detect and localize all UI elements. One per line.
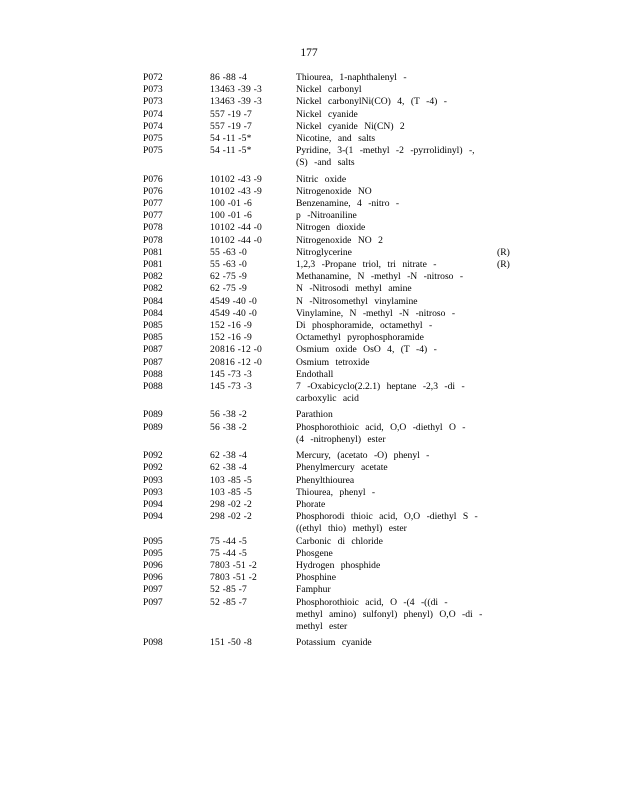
cas-number: 7803 -51 -2 xyxy=(210,559,257,571)
table-row xyxy=(0,72,618,84)
table-row xyxy=(0,235,618,247)
waste-code: P078 xyxy=(143,234,163,246)
table-row xyxy=(0,344,618,356)
cas-number: 4549 -40 -0 xyxy=(210,295,257,307)
cas-number: 55 -63 -0 xyxy=(210,246,247,258)
waste-code: P094 xyxy=(143,498,163,510)
table-row xyxy=(0,422,618,446)
cas-number: 56 -38 -2 xyxy=(210,421,247,433)
table-row xyxy=(0,462,618,474)
waste-code: P095 xyxy=(143,547,163,559)
table-row xyxy=(0,259,618,271)
waste-code: P081 xyxy=(143,259,163,271)
cas-number: 13463 -39 -3 xyxy=(210,96,262,108)
cas-number: 62 -38 -4 xyxy=(210,450,247,462)
cas-number: 298 -02 -2 xyxy=(210,511,252,523)
table-row xyxy=(0,133,618,145)
page-number: 177 xyxy=(300,47,318,59)
waste-code: P085 xyxy=(143,332,163,344)
substance-name: Parathion xyxy=(296,409,333,421)
table-row xyxy=(0,308,618,320)
waste-code: P094 xyxy=(143,511,163,523)
waste-code: P074 xyxy=(143,120,163,132)
substance-name: N -Nitrosodi methyl amine xyxy=(296,283,412,295)
table-row xyxy=(0,560,618,572)
substance-name: N -Nitrosomethyl vinylamine xyxy=(296,295,418,307)
substance-name: Phenylmercury acetate xyxy=(296,462,388,474)
cas-number: 62 -75 -9 xyxy=(210,283,247,295)
substance-name: Nicotine, and salts xyxy=(296,133,376,145)
substance-name: Mercury, (acetato -O) phenyl - xyxy=(296,450,430,462)
waste-code: P084 xyxy=(143,307,163,319)
cas-number: 298 -02 -2 xyxy=(210,498,252,510)
table-row xyxy=(0,186,618,198)
substance-name: Thiourea, phenyl - xyxy=(296,486,376,498)
substance-name: Osmium oxide OsO 4, (T -4) - xyxy=(296,344,437,356)
cas-number: 62 -75 -9 xyxy=(210,271,247,283)
waste-code: P075 xyxy=(143,133,163,145)
cas-number: 557 -19 -7 xyxy=(210,120,252,132)
waste-code: P097 xyxy=(143,596,163,608)
substance-name: Nickel carbonyl xyxy=(296,84,362,96)
waste-code: P074 xyxy=(143,108,163,120)
table-row xyxy=(0,409,618,421)
waste-code: P076 xyxy=(143,185,163,197)
cas-number: 55 -63 -0 xyxy=(210,259,247,271)
table-row xyxy=(0,247,618,259)
table-row xyxy=(0,597,618,634)
table-row xyxy=(0,487,618,499)
substance-name: Di phosphoramide, octamethyl - xyxy=(296,320,433,332)
table-row xyxy=(0,145,618,169)
table-row xyxy=(0,381,618,405)
waste-code: P084 xyxy=(143,295,163,307)
cas-number: 152 -16 -9 xyxy=(210,332,252,344)
waste-code: P093 xyxy=(143,474,163,486)
table-row xyxy=(0,222,618,234)
cas-number: 56 -38 -2 xyxy=(210,409,247,421)
substance-name: Nickel cyanide Ni(CN) 2 xyxy=(296,120,405,132)
waste-code: P081 xyxy=(143,246,163,258)
cas-number: 7803 -51 -2 xyxy=(210,572,257,584)
table-row xyxy=(0,198,618,210)
cas-number: 54 -11 -5* xyxy=(210,145,252,157)
cas-number: 75 -44 -5 xyxy=(210,547,247,559)
waste-code: P082 xyxy=(143,283,163,295)
waste-code: P097 xyxy=(143,584,163,596)
table-row xyxy=(0,210,618,222)
cas-number: 557 -19 -7 xyxy=(210,108,252,120)
table-row xyxy=(0,572,618,584)
reactivity-flag: (R) xyxy=(497,246,510,258)
table-row xyxy=(0,109,618,121)
substance-name: Thiourea, 1-naphthalenyl - xyxy=(296,72,407,83)
cas-number: 145 -73 -3 xyxy=(210,381,252,393)
cas-number: 75 -44 -5 xyxy=(210,535,247,547)
substance-name: Vinylamine, N -methyl -N -nitroso - xyxy=(296,307,456,319)
waste-code: P088 xyxy=(143,368,163,380)
substance-name: ((ethyl thio) methyl) ester xyxy=(296,523,407,535)
substance-name: Nitrogenoxide NO xyxy=(296,185,372,197)
waste-code: P075 xyxy=(143,145,163,157)
substance-name: Phosphine xyxy=(296,572,336,584)
reactivity-flag: (R) xyxy=(497,259,510,271)
waste-code: P073 xyxy=(143,96,163,108)
table-row xyxy=(0,283,618,295)
substance-name: p -Nitroaniline xyxy=(296,210,357,222)
cas-number: 151 -50 -8 xyxy=(210,637,252,649)
waste-code: P076 xyxy=(143,173,163,185)
table-row xyxy=(0,121,618,133)
cas-number: 52 -85 -7 xyxy=(210,584,247,596)
cas-number: 54 -11 -5* xyxy=(210,133,252,145)
substance-name: Pyridine, 3-(1 -methyl -2 -pyrrolidinyl) -, xyxy=(296,145,475,157)
waste-code: P087 xyxy=(143,356,163,368)
waste-code: P096 xyxy=(143,572,163,584)
cas-number: 86 -88 -4 xyxy=(210,72,247,83)
table-row xyxy=(0,536,618,548)
waste-code: P092 xyxy=(143,450,163,462)
table-row xyxy=(0,357,618,369)
cas-number: 10102 -43 -9 xyxy=(210,185,262,197)
waste-code: P089 xyxy=(143,421,163,433)
table-row xyxy=(0,84,618,96)
substance-name: Phorate xyxy=(296,498,326,510)
table-row xyxy=(0,511,618,535)
substance-name: methyl amino) sulfonyl) phenyl) O,O -di - xyxy=(296,608,483,620)
cas-number: 4549 -40 -0 xyxy=(210,307,257,319)
table-row xyxy=(0,174,618,186)
substance-name: carboxylic acid xyxy=(296,393,359,405)
substance-name: Phosgene xyxy=(296,547,333,559)
waste-code: P087 xyxy=(143,344,163,356)
cas-number: 145 -73 -3 xyxy=(210,368,252,380)
substance-name: Benzenamine, 4 -nitro - xyxy=(296,198,400,210)
waste-code: P098 xyxy=(143,637,163,649)
cas-number: 20816 -12 -0 xyxy=(210,344,262,356)
cas-number: 62 -38 -4 xyxy=(210,462,247,474)
cas-number: 152 -16 -9 xyxy=(210,320,252,332)
cas-number: 103 -85 -5 xyxy=(210,474,252,486)
waste-code: P092 xyxy=(143,462,163,474)
substance-name: Octamethyl pyrophosphoramide xyxy=(296,332,424,344)
substance-name: Potassium cyanide xyxy=(296,637,372,649)
cas-number: 10102 -44 -0 xyxy=(210,234,262,246)
substance-name: Nitroglycerine xyxy=(296,246,352,258)
cas-number: 10102 -43 -9 xyxy=(210,173,262,185)
waste-code: P073 xyxy=(143,84,163,96)
table-row xyxy=(0,548,618,560)
table-row xyxy=(0,499,618,511)
cas-number: 13463 -39 -3 xyxy=(210,84,262,96)
substance-name: Phosphorothioic acid, O -(4 -((di - xyxy=(296,596,448,608)
substance-name: Osmium tetroxide xyxy=(296,356,370,368)
table-row xyxy=(0,271,618,283)
waste-code: P089 xyxy=(143,409,163,421)
substance-name: (4 -nitrophenyl) ester xyxy=(296,433,386,445)
waste-code: P072 xyxy=(143,72,163,83)
substance-name: (S) -and salts xyxy=(296,157,355,169)
substance-name: Methanamine, N -methyl -N -nitroso - xyxy=(296,271,464,283)
substance-name: Famphur xyxy=(296,584,331,596)
waste-code: P077 xyxy=(143,198,163,210)
substance-name: Nickel cyanide xyxy=(296,108,358,120)
table-row xyxy=(0,584,618,596)
waste-code: P077 xyxy=(143,210,163,222)
table-row xyxy=(0,475,618,487)
waste-code: P095 xyxy=(143,535,163,547)
substance-name: Phosphorothioic acid, O,O -diethyl O - xyxy=(296,421,466,433)
substance-name: Hydrogen phosphide xyxy=(296,559,381,571)
table-row xyxy=(0,369,618,381)
cas-number: 100 -01 -6 xyxy=(210,198,252,210)
waste-code: P093 xyxy=(143,486,163,498)
table-row xyxy=(0,450,618,462)
cas-number: 20816 -12 -0 xyxy=(210,356,262,368)
cas-number: 103 -85 -5 xyxy=(210,486,252,498)
substance-name: 7 -Oxabicyclo(2.2.1) heptane -2,3 -di - xyxy=(296,381,465,393)
table-row xyxy=(0,320,618,332)
table-row xyxy=(0,296,618,308)
table-row xyxy=(0,96,618,108)
chemical-list-table xyxy=(0,72,618,649)
substance-name: Endothall xyxy=(296,368,334,380)
substance-name: Nitric oxide xyxy=(296,173,347,185)
table-row xyxy=(0,332,618,344)
substance-name: Phosphorodi thioic acid, O,O -diethyl S - xyxy=(296,511,478,523)
cas-number: 10102 -44 -0 xyxy=(210,222,262,234)
waste-code: P078 xyxy=(143,222,163,234)
waste-code: P085 xyxy=(143,320,163,332)
waste-code: P082 xyxy=(143,271,163,283)
substance-name: methyl ester xyxy=(296,620,348,632)
waste-code: P096 xyxy=(143,559,163,571)
substance-name: 1,2,3 -Propane triol, tri nitrate - xyxy=(296,259,437,271)
cas-number: 100 -01 -6 xyxy=(210,210,252,222)
substance-name: Phenylthiourea xyxy=(296,474,355,486)
table-row xyxy=(0,637,618,649)
cas-number: 52 -85 -7 xyxy=(210,596,247,608)
substance-name: Nitrogen dioxide xyxy=(296,222,366,234)
waste-code: P088 xyxy=(143,381,163,393)
substance-name: Nickel carbonylNi(CO) 4, (T -4) - xyxy=(296,96,447,108)
substance-name: Nitrogenoxide NO 2 xyxy=(296,234,383,246)
substance-name: Carbonic di chloride xyxy=(296,535,383,547)
